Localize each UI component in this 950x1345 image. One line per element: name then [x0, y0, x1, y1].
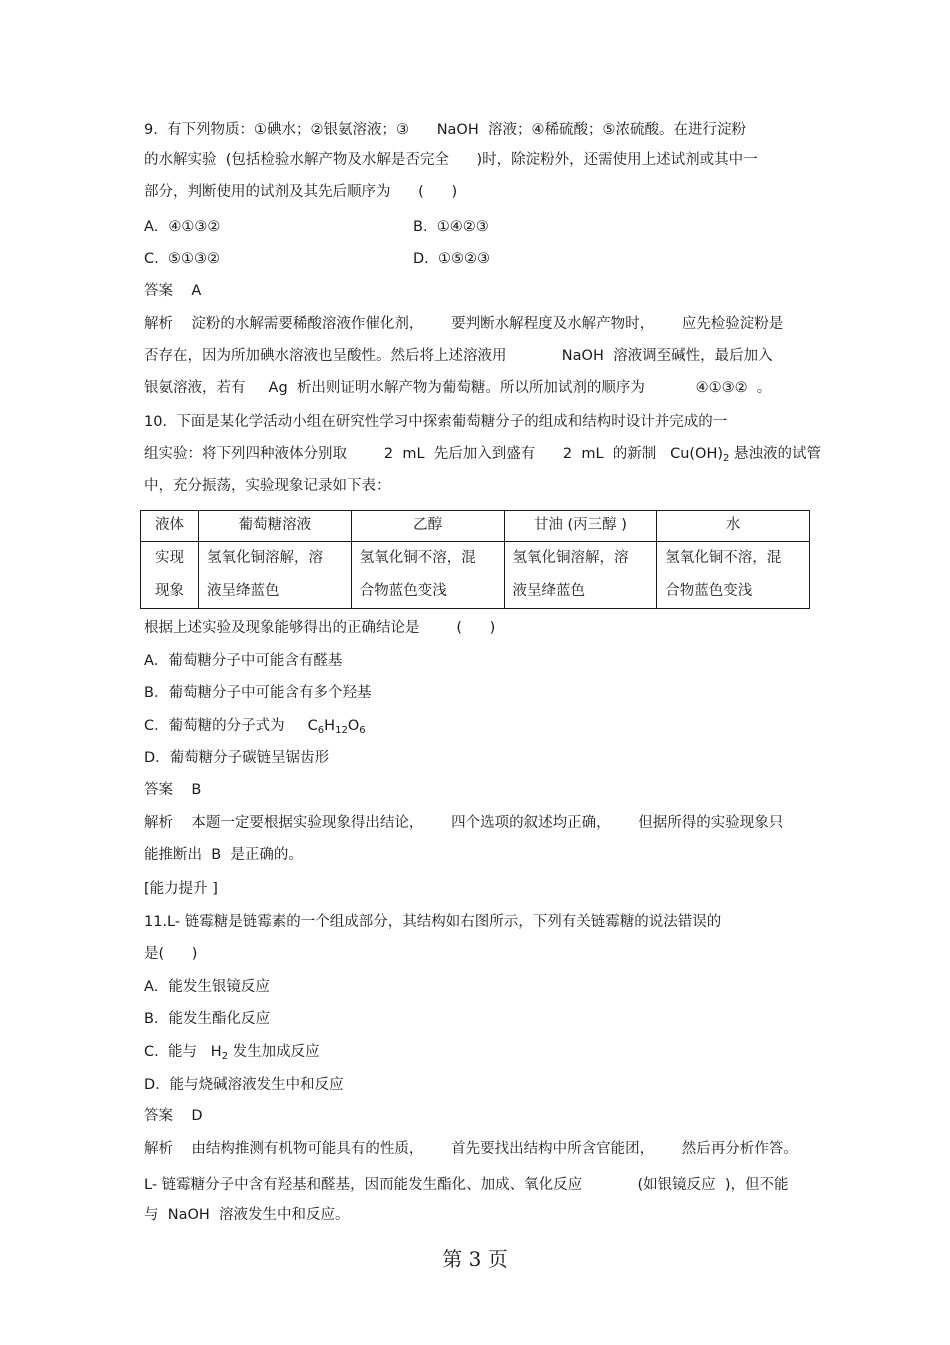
q11-explanation-line2: L- 链霉糖分子中含有羟基和醛基，因而能发生酯化、加成、氧化反应 (如银镜反应 )，但不能 [144, 1177, 789, 1193]
q9-explanation-line3: 银氨溶液，若有 Ag 析出则证明水解产物为葡萄糖。所以所加试剂的顺序为 ④①③② 。 [144, 380, 772, 396]
q9-option-a: A．④①③② [144, 219, 221, 235]
q9-stem-line1: 9. 有下列物质：①碘水；②银氨溶液；③ NaOH 溶液；④稀硫酸；⑤浓硫酸。在进行淀粉 [144, 122, 746, 138]
table-header-cell: 乙醇 [351, 511, 504, 542]
q9-option-b: B. ①④②③ [413, 219, 489, 235]
q9-option-c: C. ⑤①③② [144, 251, 220, 267]
q9-option-d: D. ①⑤②③ [413, 251, 490, 267]
q10-stem-line2: 组实验：将下列四种液体分别取 2 mL 先后加入到盛有 2 mL 的新制 $Cu(OH)_2$ 悬浊液的试管 [144, 446, 822, 464]
table-cell: 氢氧化铜不溶，混 合物蓝色变浅 [657, 542, 810, 609]
q11-answer: 答案 D [144, 1108, 203, 1124]
q9-explanation-line1: 解析 淀粉的水解需要稀酸溶液作催化剂， 要判断水解程度及水解产物时， 应先检验淀粉是 [144, 316, 784, 332]
table-row [141, 542, 810, 609]
q11-stem-line1: 11.L- 链霉糖是链霉素的一个组成部分，其结构如右图所示，下列有关链霉糖的说法错误的 [144, 914, 722, 930]
q10-option-c: C．葡萄糖的分子式为 $C_6H_{12}O_6$ [144, 718, 366, 736]
table-row-label: 实现 现象 [141, 542, 199, 609]
section-heading: [能力提升 ] [144, 881, 218, 897]
q11-option-c: C. 能与 $H_2$ 发生加成反应 [144, 1044, 320, 1062]
q10-explanation-line1: 解析 本题一定要根据实验现象得出结论， 四个选项的叙述均正确， 但据所得的实验现象只 [144, 815, 784, 831]
subscript: 2 [723, 453, 730, 464]
q11-option-b: B．能发生酯化反应 [144, 1011, 270, 1027]
table-header-cell: 液体 [141, 511, 199, 542]
q10-explanation-line2: 能推断出 B 是正确的。 [144, 847, 303, 863]
table-header-cell: 水 [657, 511, 810, 542]
experiment-table [140, 510, 810, 609]
q11-explanation-line3: 与 NaOH 溶液发生中和反应。 [144, 1207, 350, 1223]
table-cell: 氢氧化铜不溶，混 合物蓝色变浅 [351, 542, 504, 609]
q10-question: 根据上述实验及现象能够得出的正确结论是 ( ) [144, 620, 496, 636]
table-cell: 氢氧化铜溶解，溶 液呈绛蓝色 [504, 542, 657, 609]
q9-explanation-line2: 否存在，因为所加碘水溶液也呈酸性。然后将上述溶液用 NaOH 溶液调至碱性，最后加入 [144, 348, 773, 364]
q9-stem-line2: 的水解实验 (包括检验水解产物及水解是否完全 )时，除淀粉外，还需使用上述试剂或其中一 [144, 152, 758, 168]
q10-stem-line1: 10. 下面是某化学活动小组在研究性学习中探索葡萄糖分子的组成和结构时设计并完成的一 [144, 414, 728, 430]
q9-stem-line3: 部分，判断使用的试剂及其先后顺序为 ( ) [144, 184, 458, 200]
page-number: 第 3 页 [442, 1247, 508, 1271]
q9-answer: 答案 A [144, 283, 202, 299]
table-cell: 氢氧化铜溶解，溶 液呈绛蓝色 [199, 542, 352, 609]
q10-stem-line3: 中，充分振荡，实验现象记录如下表： [144, 478, 391, 494]
q10-option-b: B．葡萄糖分子中可能含有多个羟基 [144, 685, 372, 701]
table-header-cell: 甘油 (丙三醇 ) [504, 511, 657, 542]
table-header-row [141, 511, 810, 542]
q11-explanation-line1: 解析 由结构推测有机物可能具有的性质， 首先要找出结构中所含官能团， 然后再分析作答。 [144, 1141, 798, 1157]
q10-option-d: D．葡萄糖分子碳链呈锯齿形 [144, 750, 330, 766]
q10-option-a: A．葡萄糖分子中可能含有醛基 [144, 653, 343, 669]
table-header-cell: 葡萄糖溶液 [199, 511, 352, 542]
q10-answer: 答案 B [144, 782, 202, 798]
q11-option-a: A．能发生银镜反应 [144, 979, 270, 995]
q11-option-d: D．能与烧碱溶液发生中和反应 [144, 1077, 344, 1093]
q11-stem-line2: 是( ) [144, 946, 198, 962]
